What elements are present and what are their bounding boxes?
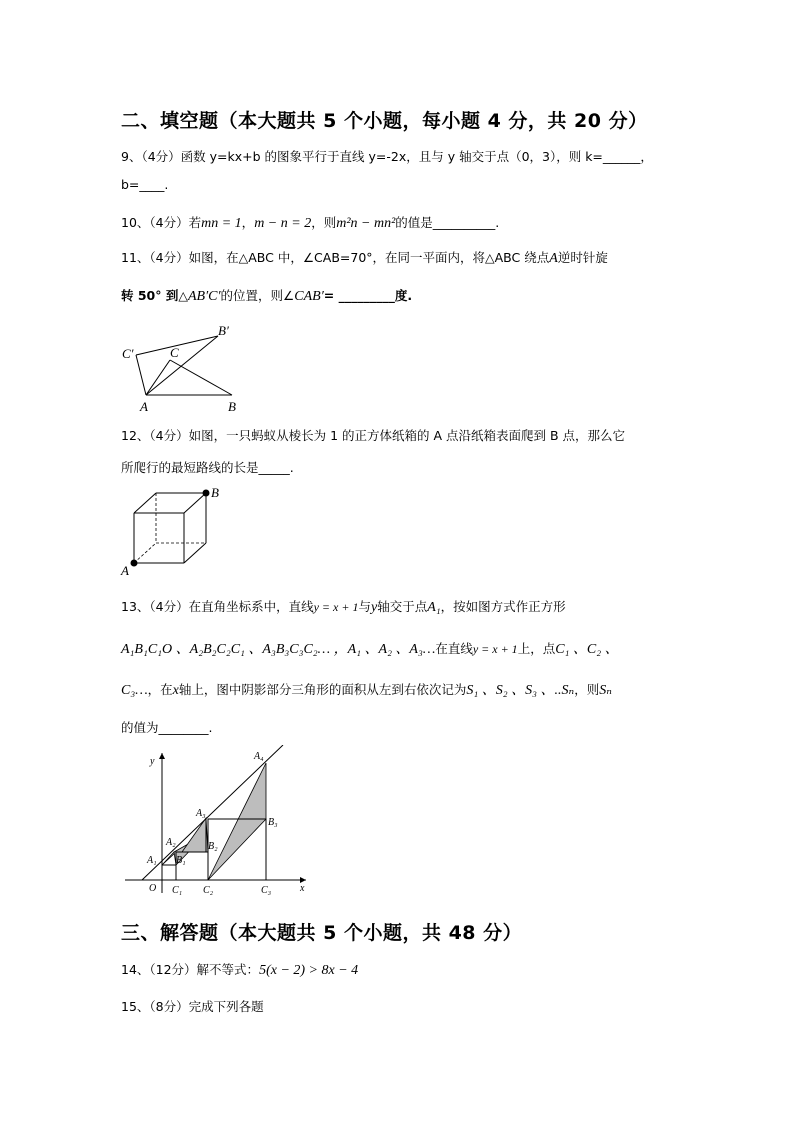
question-14 bbox=[121, 960, 358, 979]
label-B1: B₁ bbox=[176, 855, 186, 866]
question-12-line2: 所爬行的最短路线的长是_____. bbox=[121, 460, 294, 475]
question-15: 15、（8分）完成下列各题 bbox=[121, 999, 264, 1014]
q12-cube-figure bbox=[116, 483, 228, 579]
section-title-fill-in: 二、填空题（本大题共 5 个小题，每小题 4 分，共 20 分） bbox=[121, 110, 648, 132]
shaded-triangle-S2b bbox=[182, 818, 208, 852]
label-A1: A₁ bbox=[147, 855, 157, 866]
segment-CB bbox=[170, 360, 232, 395]
q11-line2-end: = _________度. bbox=[323, 288, 413, 303]
section-title-solutions: 三、解答题（本大题共 5 个小题，共 48 分） bbox=[121, 922, 523, 944]
q10-condition-1: mn = 1 bbox=[201, 216, 242, 231]
q13-points-C: C₃… bbox=[121, 683, 148, 698]
q10-suffix: 的值是__________. bbox=[395, 215, 500, 230]
question-10 bbox=[121, 213, 499, 232]
square-1 bbox=[162, 865, 176, 880]
q13-coordinate-figure bbox=[120, 745, 320, 895]
q10-separator: ， bbox=[241, 215, 255, 230]
question-9-line1: 9、（4分）函数 y=kx+b 的图象平行于直线 y=-2x，且与 y 轴交于点（0，3），则 k=______， bbox=[121, 149, 653, 164]
question-13-line3 bbox=[121, 679, 612, 699]
label-C-prime: C′ bbox=[122, 346, 134, 361]
label-O: O bbox=[149, 883, 157, 894]
label-B: B bbox=[228, 399, 236, 414]
q13-text: ，则 bbox=[574, 682, 600, 697]
label-A: A bbox=[140, 399, 148, 414]
label-x: x bbox=[300, 883, 305, 894]
question-13-line1 bbox=[121, 597, 566, 616]
label-C3: C₃ bbox=[261, 885, 272, 895]
q13-text: ，按如图方式作正方形 bbox=[440, 599, 566, 614]
q13-Sn: Sₙ bbox=[599, 683, 612, 698]
q13-line-equation: y = x + 1 bbox=[313, 600, 359, 614]
question-11-line1 bbox=[121, 248, 608, 267]
q13-points-C: C₁ 、C₂ 、 bbox=[555, 642, 619, 657]
label-y: y bbox=[150, 756, 155, 767]
q11-triangle-figure bbox=[118, 322, 258, 414]
q13-text: 轴交于点 bbox=[377, 599, 428, 614]
segment-AC bbox=[146, 360, 170, 395]
shaded-triangle-S3 bbox=[208, 763, 266, 880]
cube-edge bbox=[134, 493, 156, 513]
q11-line2-mid: 的位置，则∠ bbox=[220, 288, 295, 303]
q13-text: 13、（4分）在直角坐标系中，直线 bbox=[121, 599, 314, 614]
label-B: B bbox=[211, 485, 219, 500]
q11-line1-end: 逆时针旋 bbox=[557, 250, 608, 265]
label-A4: A₄ bbox=[254, 751, 264, 762]
q13-point-A1: A₁ bbox=[427, 600, 441, 615]
q11-line1-text: 11、（4分）如图，在△ABC 中，∠CAB=70°，在同一平面内，将△ABC 绕点 bbox=[121, 250, 550, 265]
cube-edge bbox=[184, 493, 206, 513]
q10-mid: ，则 bbox=[311, 215, 337, 230]
question-11-line2 bbox=[121, 286, 412, 305]
q10-prefix: 10、（4分）若 bbox=[121, 215, 202, 230]
q13-line-equation: y = x + 1 bbox=[472, 642, 518, 656]
label-B-prime: B′ bbox=[218, 323, 229, 338]
label-A2: A₂ bbox=[166, 837, 176, 848]
q10-expression: m²n − mn² bbox=[336, 216, 396, 231]
question-13-line2 bbox=[121, 638, 619, 658]
q13-text: 上，点 bbox=[517, 641, 556, 656]
label-A3: A₃ bbox=[196, 808, 206, 819]
q11-triangle: AB′C′ bbox=[187, 289, 221, 304]
q14-prefix: 14、（12分）解不等式： bbox=[121, 962, 260, 977]
q11-rotation-point: A bbox=[549, 251, 558, 266]
q10-condition-2: m − n = 2 bbox=[254, 216, 312, 231]
q13-squares: A₁B₁C₁O 、A₂B₂C₂C₁ 、A₃B₃C₃C₂… ，A₁ 、A₂ 、A₃… bbox=[121, 642, 436, 657]
cube-hidden-edge bbox=[134, 543, 156, 563]
q13-x-axis: x bbox=[172, 683, 179, 698]
label-B3: B₃ bbox=[268, 817, 278, 828]
q13-text: 在直线 bbox=[435, 641, 473, 656]
label-A: A bbox=[121, 563, 129, 578]
q13-text: 轴上，图中阴影部分三角形的面积从左到右依次记为 bbox=[178, 682, 467, 697]
q13-text: 与 bbox=[358, 599, 371, 614]
question-13-line4: 的值为________. bbox=[121, 720, 213, 735]
label-C2: C₂ bbox=[203, 885, 214, 895]
question-12-line1: 12、（4分）如图，一只蚂蚁从棱长为 1 的正方体纸箱的 A 点沿纸箱表面爬到 B 点，那么它 bbox=[121, 428, 626, 443]
label-B2: B₂ bbox=[208, 841, 218, 852]
q14-inequality: 5(x − 2) > 8x − 4 bbox=[259, 963, 359, 978]
label-C: C bbox=[170, 345, 179, 360]
cube-edge bbox=[184, 543, 206, 563]
point-B bbox=[203, 490, 210, 497]
q13-areas: S₁ 、S₂ 、S₃ 、..Sₙ bbox=[466, 683, 575, 698]
q11-angle: CAB′ bbox=[294, 289, 324, 304]
point-A bbox=[131, 560, 138, 567]
q13-text: ，在 bbox=[147, 682, 173, 697]
label-C1: C₁ bbox=[172, 885, 183, 895]
segment-AC-prime bbox=[136, 355, 146, 395]
y-axis-arrow bbox=[159, 753, 165, 759]
q13-y-axis: y bbox=[370, 600, 378, 615]
question-9-line2: b=____. bbox=[121, 177, 169, 192]
q11-line2-start: 转 50° 到△ bbox=[121, 288, 188, 303]
